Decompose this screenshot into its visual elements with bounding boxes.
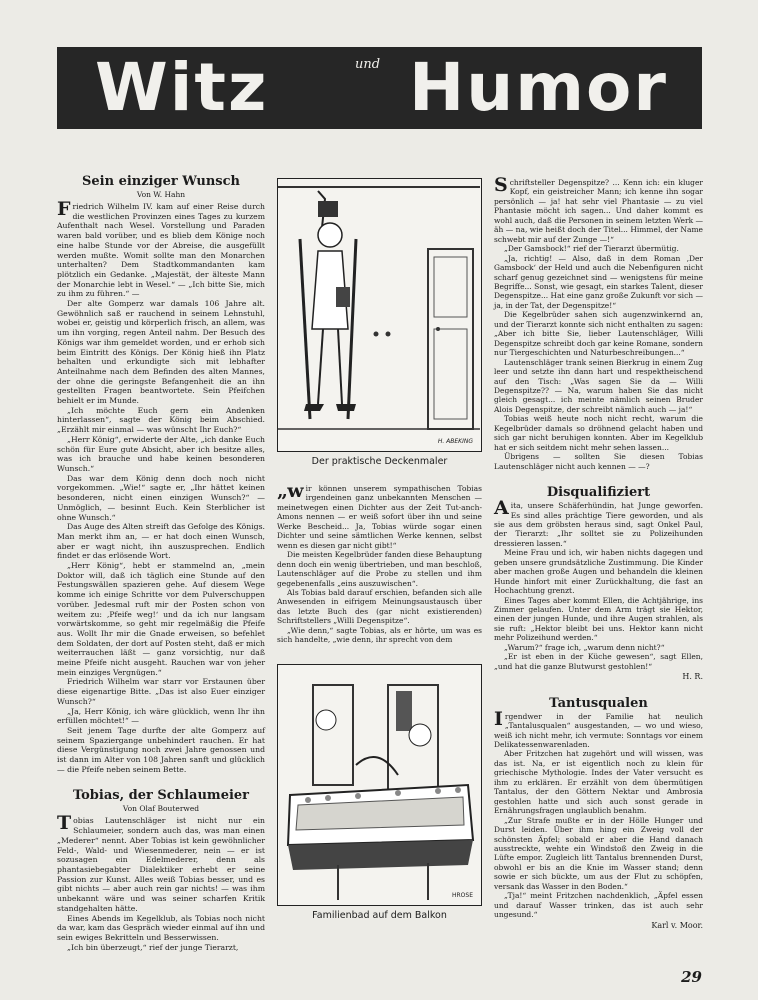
paragraph: Der alte Gomperz war damals 106 Jahre alt. Gewöhnlich saß er rauchend in seinem Lehnstuhl, wobei er, geistig und körperlich frisch, an allem, was um ihn vorging, regen Anteil nahm. Der Besuch des Königs war ihm gemeldet worden, und er erhob sich beim Eintritt des Königs. Der König hieß ihn Platz behalten und erkundigte sich mit lebhafter Anteilnahme nach dem Befinden des alten Mannes, der ohne die geringste Befangenheit die an ihn gestellten Fragen beantwortete. Sein Pfeifchen behielt er im Munde. (57, 299, 265, 406)
paragraph: Aber Fritzchen hat zugehört und will wissen, was das ist. Na, er ist eigentlich noch zu klein für griechische Mythologie. Indes der Vater versucht es ihm zu erklären. Er erzählt von dem übermütigen Tantalus, der den Göttern Nektar und Ambrosia gestohlen hatte und sich auch sonst gerade in Ernährungsfragen unglaublich benahm. (494, 749, 703, 816)
figure-caption: Der praktische Deckenmaler (311, 456, 448, 467)
paragraph: Aita, unsere Schäferhündin, hat Junge geworfen. Es sind alles prächtige Tiere geworden, und als sie aus dem gröbsten heraus sind, sagt Onkel Paul, der Tierarzt: „Ihr solltet sie zu Polizeihunden dressieren lassen.“ (494, 497, 703, 548)
header-banner (57, 47, 702, 129)
article-title: Tobias, der Schlaumeier (72, 788, 250, 804)
paragraph: Übrigens — sollten Sie diesen Tobias Lautenschläger nicht auch kennen — —? (494, 452, 703, 471)
paragraph: Eines Abends im Kegelklub, als Tobias noch nicht da war, kam das Gespräch wieder einmal auf ihn und sein ewiges Bekritteln und Besserwissen. (57, 913, 265, 942)
article-title: Disqualifiziert (546, 485, 651, 501)
paragraph: „Ich möchte Euch gern ein Andenken hinterlassen“, sagte der König beim Abschied. „Erzählt mir einmal — was wünscht Ihr Euch?“ (57, 405, 265, 435)
paragraph: Tobias Lautenschläger ist nicht nur ein Schlaumeier, sondern auch das, was man einen „Mederer“ nennt. Aber Tobias ist kein gewöhnlicher Feld-, Wald- und Wiesenmederer, nein — er ist sozusagen ein Edelmederer, denn als phantasiebegabter Dialektiker erhebt er seine Passion zur Kunst. Alles weiß Tobias besser, und es gibt nichts — aber auch rein gar nichts! — was ihm unbekannt wäre und was seiner scharfen Kritik standgehalten hätte. (57, 812, 265, 913)
article-sein-einziger-wunsch (57, 174, 265, 774)
article-byline: Von Olaf Bouterwed (122, 804, 200, 814)
column-left (57, 170, 265, 952)
illustration-deckenmaler (277, 178, 482, 452)
paragraph: „Herr König“, erwiderte der Alte, „ich danke Euch schön für Eure gute Absicht, aber ich besitze alles, was ich brauche und habe keinen besonderen Wunsch.“ (57, 434, 265, 473)
paragraph: „Ich bin überzeugt,“ rief der junge Tierarzt, (67, 942, 239, 952)
paragraph: Als Tobias bald darauf erschien, befanden sich alle Anwesenden in eifrigem Meinungsaustausch über das letzte Buch des (gar nicht existierenden) Schriftstellers „Willi Degenspitze“. (277, 587, 482, 626)
article-disqualifiziert (494, 485, 703, 682)
artist-signature: HROSE (451, 892, 473, 899)
column-middle-text (277, 480, 482, 645)
paragraph: Friedrich Wilhelm war starr vor Erstaunen über diese eigenartige Bitte. „Das ist also Euer einziger Wunsch?“ (57, 677, 265, 706)
article-byline: Von W. Hahn (136, 190, 186, 199)
artist-signature: H. ABEKING (437, 438, 473, 445)
article-tobias-der-schlaumeier (57, 788, 265, 952)
paragraph: „Er ist eben in der Küche gewesen“, sagt Ellen, „und hat die ganze Blutwurst gestohlen!“ (494, 652, 703, 671)
paragraph: Lautenschläger trank seinen Bierkrug in einem Zug leer und setzte ihn dann hart und respektheischend auf den Tisch: „Was sagen Sie da — Willi Degenspitze?? — Na, warum haben Sie das nicht gleich gesagt... ich meinte nämlich seinen Bruder Alois Degenspitze, der schreibt nämlich auch — ja!“ (494, 357, 703, 414)
figure-familienbad (277, 664, 482, 921)
paragraph: Seit jenem Tage durfte der alte Gomperz auf seinem Spaziergange unbehindert rauchen. Er hat diese Vergünstigung noch zwei Jahre genossen und ist dann im Alter von 108 Jahren sanft und glücklich — die Pfeife neben seinem Bette. (57, 725, 265, 774)
paragraph: „Wie denn,“ sagte Tobias, als er hörte, um was es sich handelte, „wie denn, ihr sprecht von dem (277, 625, 482, 645)
paragraph: „wir können unserem sympathischen Tobias irgendeinen ganz unbekannten Menschen — meinetwegen einen Dichter aus der Zeit Tut-anch-Amons nennen — er weiß sofort über ihn und seine Werke Bescheid... Ja, Tobias würde sogar einen Dichter und seine sämtlichen Werke kennen, selbst wenn es diesen gar nicht gibt!“ (277, 480, 482, 550)
paragraph: Die Kegelbrüder sahen sich augenzwinkernd an, und der Tierarzt konnte sich nicht enthalten zu sagen: „Aber ich bitte Sie, lieber Lautenschläger, Willi Degenspitze schreibt doch gar keine Romane, sondern nur Tiergeschichten und Naturbeschreibungen...“ (494, 310, 703, 358)
page-number: 29 (681, 968, 702, 986)
paragraph: „Der Gamsbock!“ rief der Tierarzt übermütig. (504, 244, 679, 254)
article-tobias-continued (494, 174, 704, 471)
paragraph: Das war dem König denn doch noch nicht vorgekommen. „Wie!“ sagte er, „Ihr hättet keinen besonderen, nicht einen einzigen Wunsch?“ — Unmöglich, — besinnt Euch. Kein Sterblicher ist ohne Wunsch.“ (57, 473, 265, 522)
article-tantusqualen (494, 696, 703, 930)
paragraph: Meine Frau und ich, wir haben nichts dagegen und geben unsere grundsätzliche Zustimmung. Die Kinder aber machen große Augen und behandeln die kleinen Hunde hinfort mit einer Zurückhaltung, die fast an Hochachtung grenzt. (494, 548, 703, 596)
article-signature: H. R. (682, 672, 703, 682)
paragraph: „Ja, Herr König, ich wäre glücklich, wenn Ihr ihn erfüllen möchtet!“ — (57, 706, 265, 726)
article-title: Tantusqualen (549, 695, 648, 711)
banner-word-witz: Witz (95, 49, 269, 126)
paragraph: „Herr König“, hebt er stammelnd an, „mein Doktor will, daß ich täglich eine Stunde auf den Festungswällen spazieren gehe. Auf diesem Wege komme ich einige Schritte vor dem Pulverschuppen vorüber. Jedesmal ruft mir der Posten schon von weitem zu: ‚Pfeife weg!‘ und da ich nur langsam vorwärtskomme, so geht mir regelmäßig die Pfeife aus. Wollt Ihr mir die Gnade erweisen, so befehlet dem Soldaten, der dort auf Posten steht, daß er mich weiterrauchen läßt — ganz vorsichtig, nur daß meine Pfeife nicht ausgeht. Rauchen war von jeher mein einziges Vergnügen.“ (57, 561, 265, 677)
illustration-familienbad (277, 664, 482, 906)
paragraph: Friedrich Wilhelm IV. kam auf einer Reise durch die westlichen Provinzen eines Tages zu kurzem Aufenthalt nach Wesel. Vorstellung und Paraden waren bald vorüber, und es blieb dem Könige noch eine halbe Stunde vor der Abreise, die ausgefüllt werden mußte. Womit sollte man den Monarchen unterhalten? Dem Stadtkommandanten kam plötzlich ein Gedanke. „Majestät, der älteste Mann der Monarchie lebt in Wesel.“ — „Ich bitte Sie, mich zu ihm zu führen.“ — (57, 198, 265, 299)
article-title: Sein einziger Wunsch (82, 174, 240, 189)
paragraph: Irgendwer in der Familie hat neulich „Tantalusqualen“ ausgestanden, — wo und wieso, weiß ich nicht mehr, ich vermute: Sonntags vor einem Delikatessenwarenladen. (494, 707, 703, 750)
paragraph: „Warum?“ frage ich, „warum denn nicht?“ (504, 642, 665, 652)
paragraph: „Ja, richtig! — Also, daß in dem Roman ‚Der Gamsbock‘ der Held und auch die Nebenfiguren nicht scharf genug gezeichnet sind — wenigstens für meine Begriffe... Sonst, wie gesagt, ein starkes Talent, dieser Degenspitze... Hat eine ganz große Zukunft vor sich — ja, in der Tat, der Degenspitze!“ (494, 253, 703, 310)
paragraph: „Zur Strafe mußte er in der Hölle Hunger und Durst leiden. Über ihm hing ein Zweig voll der schönsten Äpfel; sobald er aber die Hand danach ausstreckte, wehte ein Windstoß den Zweig in die Lüfte empor. Zugleich litt Tantalus brennenden Durst, obwohl er bis an die Knie im Wasser stand; denn sowie er sich bückte, um aus der Flut zu schöpfen, versank das Wasser in den Boden.“ (494, 815, 703, 891)
paragraph: Tobias weiß heute noch nicht recht, warum die Kegelbrüder damals so dröhnend gelacht haben und sich gar nicht beruhigen konnten. Aber im Kegelklub hat er sich seitdem nicht mehr sehen lassen... (494, 414, 703, 452)
paragraph: Das Auge des Alten streift das Gefolge des Königs. Man merkt ihm an, — er hat doch einen Wunsch, aber er wagt nicht, ihn auszusprechen. Endlich findet er das erlösende Wort. (57, 522, 265, 561)
figure-caption: Familienbad auf dem Balkon (312, 910, 447, 921)
article-signature: Karl v. Moor. (651, 920, 703, 930)
banner-word-humor: Humor (409, 49, 668, 126)
column-right (494, 174, 704, 930)
paragraph: Die meisten Kegelbrüder fanden diese Behauptung denn doch ein wenig übertrieben, und man beschloß, Lautenschläger auf die Probe zu stellen und ihm gegebenenfalls „eins auszuwischen“. (277, 550, 482, 588)
figure-deckenmaler (277, 178, 482, 467)
paragraph: „Tja!“ meint Fritzchen nachdenklich, „Äpfel essen und darauf Wasser trinken, das ist auch sehr ungesund.“ (494, 891, 703, 920)
banner-word-und: und (355, 57, 381, 72)
paragraph: Schriftsteller Degenspitze? ... Kenn ich: ein kluger Kopf, ein geistreicher Mann; ich kenne ihn sogar persönlich — ja! hat sehr viel Phantasie — zu viel Phantasie möcht ich sagen... Und daher kommt es wohl auch, daß die Personen in seinem letzten Werk — äh — na, wie heißt doch der Titel... Himmel, der Name schwebt mir auf der Zunge —!“ (494, 174, 704, 244)
paragraph: Eines Tages aber kommt Ellen, die Achtjährige, ins Zimmer gelaufen. Unter dem Arm trägt sie Hektor, einen der jungen Hunde, und ihre Augen strahlen, als sie ruft: „Hektor bleibt bei uns. Hektor kann nicht mehr Polizeihund werden.“ (494, 595, 703, 643)
